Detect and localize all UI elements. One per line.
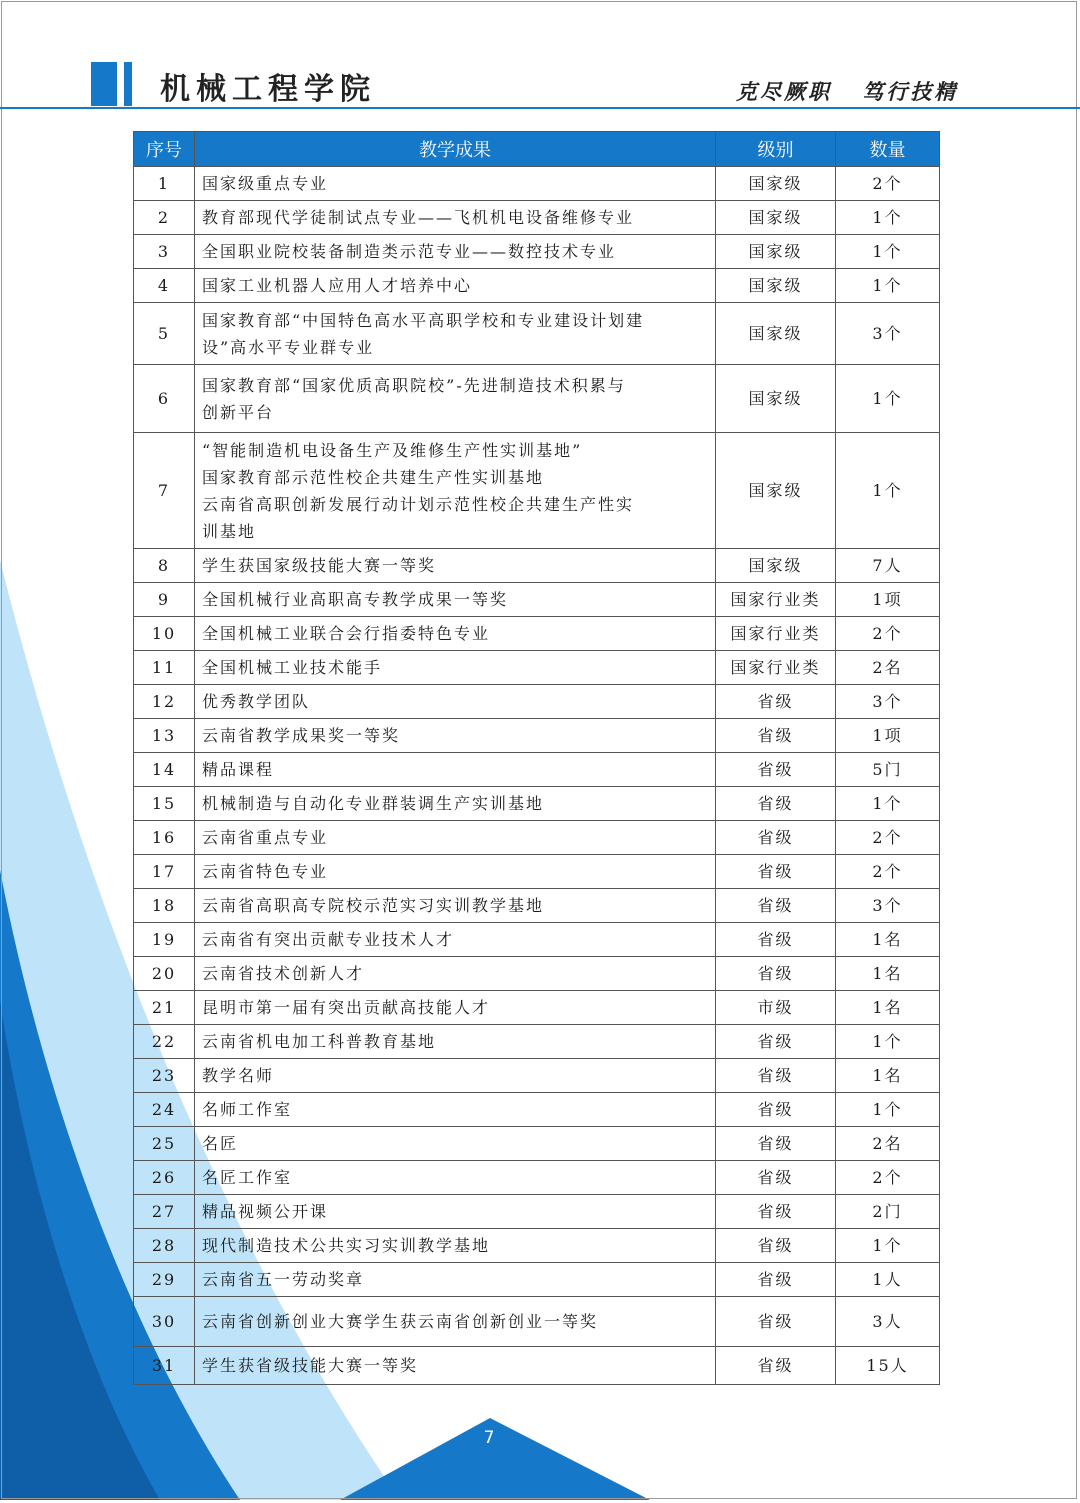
achievements-table-container	[133, 131, 939, 1385]
table-row	[134, 651, 940, 685]
row-achievement	[195, 1025, 716, 1059]
row-count: 2个	[836, 167, 940, 201]
table-row	[134, 167, 940, 201]
achievement-line: 教育部现代学徒制试点专业——飞机机电设备维修专业	[202, 207, 635, 227]
row-number: 14	[134, 753, 195, 787]
row-level: 省级	[716, 889, 836, 923]
row-number: 5	[134, 303, 195, 365]
table-row	[134, 583, 940, 617]
row-count: 1名	[836, 957, 940, 991]
achievement-line: 云南省教学成果奖一等奖	[202, 725, 401, 745]
row-achievement	[195, 1195, 716, 1229]
row-level: 省级	[716, 1161, 836, 1195]
row-number: 18	[134, 889, 195, 923]
row-level: 省级	[716, 1347, 836, 1385]
row-count: 1个	[836, 235, 940, 269]
achievement-line: 创新平台	[202, 402, 275, 422]
achievement-line: 学生获省级技能大赛一等奖	[202, 1355, 419, 1375]
row-achievement	[195, 1161, 716, 1195]
row-level: 国家行业类	[716, 583, 836, 617]
row-count: 1个	[836, 787, 940, 821]
row-achievement	[195, 923, 716, 957]
table-row	[134, 719, 940, 753]
row-count: 1项	[836, 583, 940, 617]
row-number: 23	[134, 1059, 195, 1093]
table-row	[134, 617, 940, 651]
row-achievement	[195, 787, 716, 821]
table-row	[134, 821, 940, 855]
row-number: 31	[134, 1347, 195, 1385]
achievement-line: “智能制造机电设备生产及维修生产性实训基地”	[202, 440, 583, 460]
table-header-row	[134, 132, 940, 167]
row-achievement	[195, 685, 716, 719]
table-row	[134, 957, 940, 991]
achievement-line: 全国机械工业联合会行指委特色专业	[202, 623, 491, 643]
row-achievement	[195, 719, 716, 753]
row-count: 2个	[836, 617, 940, 651]
row-count: 1个	[836, 1229, 940, 1263]
achievement-line: 训基地	[202, 521, 257, 541]
row-level: 省级	[716, 753, 836, 787]
row-number: 12	[134, 685, 195, 719]
table-row	[134, 269, 940, 303]
row-level: 国家级	[716, 269, 836, 303]
row-number: 15	[134, 787, 195, 821]
achievements-table	[133, 131, 940, 1385]
row-count: 3个	[836, 685, 940, 719]
row-number: 16	[134, 821, 195, 855]
table-row	[134, 1263, 940, 1297]
achievement-line: 名匠	[202, 1133, 239, 1153]
row-level: 国家级	[716, 201, 836, 235]
row-number: 22	[134, 1025, 195, 1059]
row-number: 4	[134, 269, 195, 303]
row-number: 27	[134, 1195, 195, 1229]
row-number: 3	[134, 235, 195, 269]
achievement-line: 优秀教学团队	[202, 691, 311, 711]
table-row	[134, 1195, 940, 1229]
row-level: 省级	[716, 821, 836, 855]
row-achievement	[195, 583, 716, 617]
table-row	[134, 235, 940, 269]
row-number: 10	[134, 617, 195, 651]
row-achievement	[195, 617, 716, 651]
row-achievement	[195, 433, 716, 549]
table-row	[134, 1347, 940, 1385]
row-level: 省级	[716, 957, 836, 991]
row-number: 24	[134, 1093, 195, 1127]
achievement-line: 精品课程	[202, 759, 275, 779]
table-row	[134, 365, 940, 433]
achievement-line: 全国机械工业技术能手	[202, 657, 383, 677]
row-number: 20	[134, 957, 195, 991]
table-row	[134, 889, 940, 923]
table-row	[134, 1161, 940, 1195]
achievement-line: 全国机械行业高职高专教学成果一等奖	[202, 589, 509, 609]
row-level: 市级	[716, 991, 836, 1025]
table-row	[134, 433, 940, 549]
achievement-line: 机械制造与自动化专业群装调生产实训基地	[202, 793, 545, 813]
achievement-line: 国家教育部“中国特色高水平高职学校和专业建设计划建	[202, 310, 645, 330]
row-number: 9	[134, 583, 195, 617]
row-count: 2个	[836, 855, 940, 889]
row-count: 1名	[836, 1059, 940, 1093]
row-level: 省级	[716, 923, 836, 957]
row-number: 13	[134, 719, 195, 753]
row-number: 6	[134, 365, 195, 433]
header-count: 数量	[836, 132, 940, 167]
row-count: 3人	[836, 1297, 940, 1347]
header-no: 序号	[134, 132, 195, 167]
achievement-line: 全国职业院校装备制造类示范专业——数控技术专业	[202, 241, 617, 261]
row-level: 国家行业类	[716, 617, 836, 651]
row-number: 25	[134, 1127, 195, 1161]
row-achievement	[195, 1093, 716, 1127]
row-count: 1名	[836, 991, 940, 1025]
achievement-line: 昆明市第一届有突出贡献高技能人才	[202, 997, 491, 1017]
row-count: 1人	[836, 1263, 940, 1297]
row-achievement	[195, 235, 716, 269]
school-motto: 克尽厥职 笃行技精	[736, 80, 959, 104]
achievement-line: 现代制造技术公共实习实训教学基地	[202, 1235, 491, 1255]
row-level: 省级	[716, 1093, 836, 1127]
achievement-line: 云南省特色专业	[202, 861, 329, 881]
achievement-line: 云南省创新创业大赛学生获云南省创新创业一等奖	[202, 1311, 599, 1331]
row-count: 2门	[836, 1195, 940, 1229]
achievement-line: 学生获国家级技能大赛一等奖	[202, 555, 437, 575]
row-achievement	[195, 549, 716, 583]
header-accent-bar-thin	[124, 62, 132, 106]
row-count: 1名	[836, 923, 940, 957]
row-count: 3个	[836, 303, 940, 365]
row-level: 国家级	[716, 365, 836, 433]
achievement-line: 名匠工作室	[202, 1167, 293, 1187]
achievement-line: 国家级重点专业	[202, 173, 329, 193]
row-achievement	[195, 1263, 716, 1297]
table-row	[134, 1127, 940, 1161]
table-row	[134, 1025, 940, 1059]
row-level: 省级	[716, 1025, 836, 1059]
row-level: 省级	[716, 787, 836, 821]
row-count: 1个	[836, 1093, 940, 1127]
table-row	[134, 201, 940, 235]
table-row	[134, 685, 940, 719]
table-row	[134, 855, 940, 889]
row-number: 19	[134, 923, 195, 957]
row-number: 11	[134, 651, 195, 685]
row-count: 2名	[836, 651, 940, 685]
row-level: 国家行业类	[716, 651, 836, 685]
row-count: 2名	[836, 1127, 940, 1161]
row-achievement	[195, 855, 716, 889]
school-name: 机械工程学院	[160, 72, 376, 107]
row-level: 省级	[716, 855, 836, 889]
row-level: 省级	[716, 1127, 836, 1161]
row-number: 17	[134, 855, 195, 889]
achievement-line: 云南省五一劳动奖章	[202, 1269, 365, 1289]
row-count: 3个	[836, 889, 940, 923]
row-achievement	[195, 753, 716, 787]
row-count: 2个	[836, 1161, 940, 1195]
achievement-line: 云南省技术创新人才	[202, 963, 365, 983]
row-number: 30	[134, 1297, 195, 1347]
row-count: 1个	[836, 365, 940, 433]
row-achievement	[195, 651, 716, 685]
row-achievement	[195, 821, 716, 855]
row-number: 1	[134, 167, 195, 201]
row-count: 1个	[836, 1025, 940, 1059]
row-number: 7	[134, 433, 195, 549]
table-row	[134, 303, 940, 365]
row-count: 1个	[836, 201, 940, 235]
row-count: 1个	[836, 269, 940, 303]
table-row	[134, 991, 940, 1025]
row-level: 国家级	[716, 433, 836, 549]
row-count: 5门	[836, 753, 940, 787]
row-level: 省级	[716, 1195, 836, 1229]
table-row	[134, 753, 940, 787]
row-level: 国家级	[716, 549, 836, 583]
row-level: 省级	[716, 1059, 836, 1093]
row-achievement	[195, 201, 716, 235]
page-number: 7	[483, 1428, 495, 1448]
table-row	[134, 549, 940, 583]
row-level: 省级	[716, 1297, 836, 1347]
row-count: 7人	[836, 549, 940, 583]
row-achievement	[195, 1229, 716, 1263]
header-level: 级别	[716, 132, 836, 167]
row-number: 8	[134, 549, 195, 583]
header-accent-bar	[91, 62, 117, 106]
achievement-line: 云南省有突出贡献专业技术人才	[202, 929, 455, 949]
achievement-line: 云南省高职高专院校示范实习实训教学基地	[202, 895, 545, 915]
row-level: 省级	[716, 685, 836, 719]
table-row	[134, 1059, 940, 1093]
row-level: 国家级	[716, 167, 836, 201]
achievement-line: 精品视频公开课	[202, 1201, 329, 1221]
row-count: 1个	[836, 433, 940, 549]
header-divider	[0, 107, 1080, 109]
row-level: 省级	[716, 1229, 836, 1263]
row-achievement	[195, 1127, 716, 1161]
row-achievement	[195, 991, 716, 1025]
achievement-line: 教学名师	[202, 1065, 275, 1085]
row-achievement	[195, 1059, 716, 1093]
row-number: 21	[134, 991, 195, 1025]
row-number: 28	[134, 1229, 195, 1263]
table-row	[134, 1093, 940, 1127]
achievement-line: 国家工业机器人应用人才培养中心	[202, 275, 473, 295]
table-row	[134, 923, 940, 957]
row-achievement	[195, 303, 716, 365]
row-number: 2	[134, 201, 195, 235]
row-achievement	[195, 365, 716, 433]
row-achievement	[195, 167, 716, 201]
achievement-line: 云南省机电加工科普教育基地	[202, 1031, 437, 1051]
achievement-line: 名师工作室	[202, 1099, 293, 1119]
row-level: 省级	[716, 719, 836, 753]
row-achievement	[195, 889, 716, 923]
row-number: 29	[134, 1263, 195, 1297]
achievement-line: 国家教育部示范性校企共建生产性实训基地	[202, 467, 545, 487]
achievement-line: 云南省高职创新发展行动计划示范性校企共建生产性实	[202, 494, 635, 514]
row-number: 26	[134, 1161, 195, 1195]
table-row	[134, 1229, 940, 1263]
achievement-line: 云南省重点专业	[202, 827, 329, 847]
row-count: 2个	[836, 821, 940, 855]
header-achievement: 教学成果	[195, 132, 716, 167]
table-row	[134, 1297, 940, 1347]
row-count: 1项	[836, 719, 940, 753]
row-level: 国家级	[716, 235, 836, 269]
achievement-line: 设”高水平专业群专业	[202, 337, 375, 357]
table-body	[134, 167, 940, 1385]
row-achievement	[195, 1297, 716, 1347]
row-achievement	[195, 269, 716, 303]
achievement-line: 国家教育部“国家优质高职院校”-先进制造技术积累与	[202, 375, 626, 395]
row-level: 省级	[716, 1263, 836, 1297]
row-achievement	[195, 1347, 716, 1385]
row-count: 15人	[836, 1347, 940, 1385]
table-row	[134, 787, 940, 821]
row-achievement	[195, 957, 716, 991]
row-level: 国家级	[716, 303, 836, 365]
